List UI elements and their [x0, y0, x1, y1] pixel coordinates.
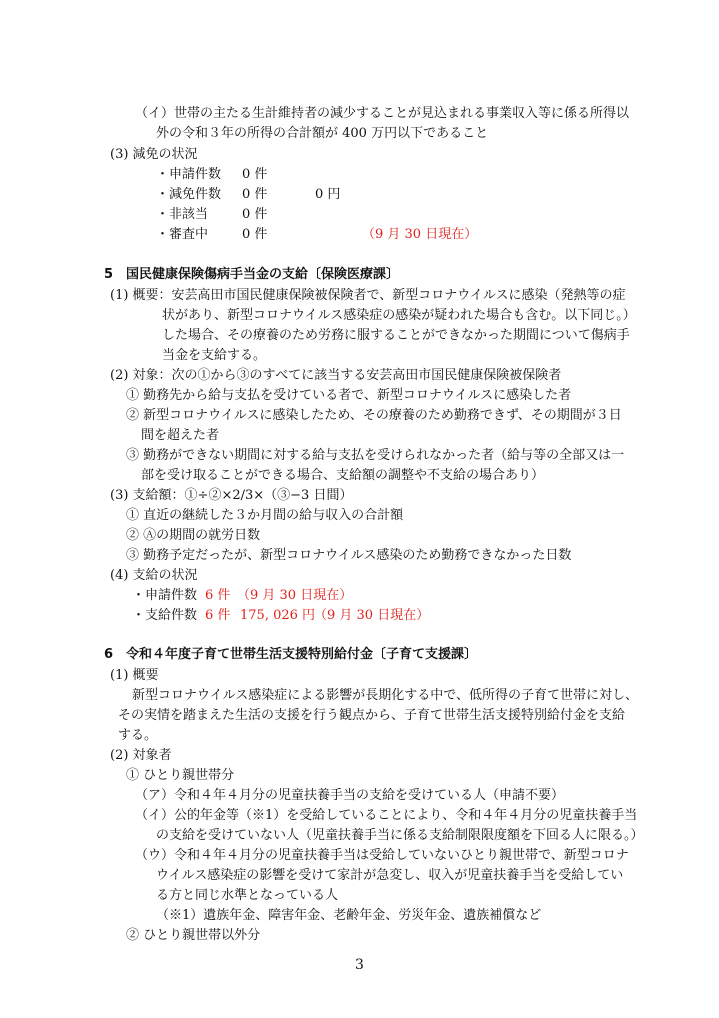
list-item: ② 新型コロナウイルスに感染したため、その療養のため勤務できず、その期間が３日 — [126, 408, 622, 423]
status-value: 6 件 — [205, 588, 231, 603]
as-of-date: （9 月 30 日現在） — [237, 588, 353, 603]
list-item-cont: ウイルス感染症の影響を受けて家計が急変し、収入が児童扶養手当を受給してい — [156, 868, 624, 883]
subsection-heading: (2) 対象者 — [110, 748, 172, 763]
text-line: （イ）世帯の主たる生計維持者の減少することが見込まれる事業収入等に係る所得以 — [135, 106, 630, 121]
list-item-cont: の支給を受けていない人（児童扶養手当に係る支給制限限度額を下回る人に限る。） — [156, 828, 644, 843]
status-value: 6 件 — [205, 608, 231, 623]
footnote: （※1）遺族年金、障害年金、老齢年金、労災年金、遺族補償など — [156, 908, 542, 923]
list-item: （イ）公的年金等（※1）を受給していることにより、令和４年４月分の児童扶養手当 — [135, 808, 638, 823]
status-value: 0 件 — [242, 167, 268, 182]
status-value: 0 件 — [242, 187, 268, 202]
status-value: 0 件 — [242, 207, 268, 222]
subsection-heading: (3) 減免の状況 — [110, 147, 198, 162]
list-item-cont: る方と同じ水準となっている人 — [156, 888, 339, 903]
text-line: その実情を踏まえた生活の支援を行う観点から、子育て世帯生活支援特別給付金を支給 — [118, 708, 626, 723]
status-label: ・減免件数 — [156, 187, 222, 202]
list-item: ① ひとり親世帯分 — [126, 768, 235, 783]
section-heading: 5 国民健康保険傷病手当金の支給〔保険医療課〕 — [104, 267, 400, 282]
list-item: ② Ⓐの期間の就労日数 — [126, 528, 261, 543]
text-line: (3) 支給額：①÷②×2/3×（③−3 日間） — [110, 488, 353, 503]
text-line: 外の令和３年の所得の合計額が 400 万円以下であること — [156, 126, 489, 141]
status-label: ・非該当 — [156, 207, 209, 222]
text-line: した場合、その療養のため労務に服することができなかった期間について傷病手 — [162, 328, 630, 343]
page-number: 3 — [355, 957, 364, 973]
as-of-date: （9 月 30 日現在） — [314, 608, 430, 623]
status-amount: 0 円 — [315, 187, 341, 202]
status-value: 0 件 — [242, 227, 268, 242]
status-label: ・審査中 — [156, 227, 209, 242]
status-label: ・申請件数 — [132, 588, 198, 603]
list-item: ③ 勤務ができない期間に対する給与支払を受けられなかった者（給与等の全部又は一 — [126, 448, 625, 463]
list-item: ② ひとり親世帯以外分 — [126, 928, 261, 943]
text-line: 状があり、新型コロナウイルス感染症の感染が疑われた場合も含む。以下同じ。） — [162, 308, 636, 323]
text-line: 当金を支給する。 — [162, 348, 267, 363]
list-item-cont: 部を受け取ることができる場合、支給額の調整や不支給の場合あり） — [141, 468, 545, 483]
list-item-cont: 間を超えた者 — [141, 428, 220, 443]
text-line: (2) 対象：次の①から③のすべてに該当する安芸高田市国民健康保険被保険者 — [110, 368, 562, 383]
list-item: ① 直近の継続した３か月間の給与収入の合計額 — [126, 508, 404, 523]
section-heading: 6 令和４年度子育て世帯生活支援特別給付金〔子育て支援課〕 — [104, 647, 478, 662]
text-line: 新型コロナウイルス感染症による影響が長期化する中で、低所得の子育て世帯に対し、 — [132, 688, 638, 703]
as-of-date: （9 月 30 日現在） — [362, 227, 478, 242]
subsection-heading: (4) 支給の状況 — [110, 568, 198, 583]
list-item: （ウ）令和４年４月分の児童扶養手当は受給していないひとり親世帯で、新型コロナ — [135, 848, 629, 863]
list-item: ③ 勤務予定だったが、新型コロナウイルス感染のため勤務できなかった日数 — [126, 548, 572, 563]
status-label: ・申請件数 — [156, 167, 222, 182]
status-label: ・支給件数 — [132, 608, 198, 623]
text-line: (1) 概要：安芸高田市国民健康保険被保険者で、新型コロナウイルスに感染（発熱等の症 — [110, 288, 626, 303]
status-amount: 175, 026 円 — [240, 608, 316, 623]
list-item: ① 勤務先から給与支払を受けている者で、新型コロナウイルスに感染した者 — [126, 388, 572, 403]
text-line: する。 — [118, 728, 158, 743]
list-item: （ア）令和４年４月分の児童扶養手当の支給を受けている人（申請不要） — [135, 788, 565, 803]
subsection-heading: (1) 概要 — [110, 668, 159, 683]
